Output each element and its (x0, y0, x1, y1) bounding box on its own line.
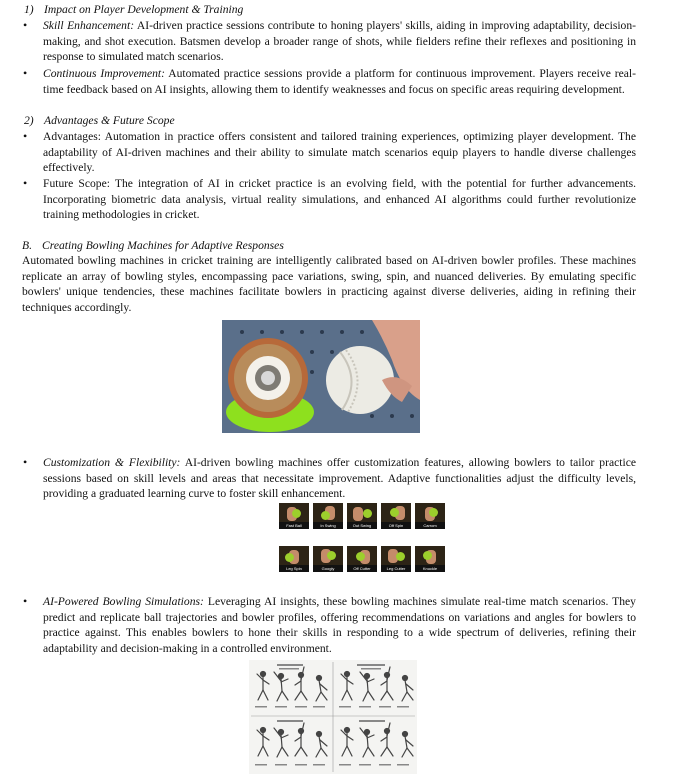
grip-tile (279, 503, 309, 529)
grip-tile (279, 546, 309, 572)
ball (292, 509, 301, 518)
grip-label: Off Spin (381, 522, 411, 529)
bullet-skill-enhancement (22, 18, 636, 65)
section-b-heading (22, 238, 636, 254)
grip-tile (415, 503, 445, 529)
ball (363, 509, 372, 518)
bullet-lead: AI-Powered Bowling Simulations: (43, 595, 204, 608)
section-title: Creating Bowling Machines for Adaptive Responses (42, 239, 284, 252)
ball (429, 508, 438, 517)
ball (390, 508, 399, 517)
bullet-text (43, 66, 636, 97)
grip-tile (381, 546, 411, 572)
ball (423, 551, 432, 560)
section-2-heading (22, 113, 636, 129)
ball (321, 511, 330, 520)
grip-label: Out Swing (347, 522, 377, 529)
bullet-lead: Customization & Flexibility: (43, 456, 181, 469)
bullet-dot: • (23, 176, 28, 190)
bowling-action-sketches (249, 660, 417, 774)
bullet-dot: • (23, 129, 28, 143)
section-title: Advantages & Future Scope (44, 114, 175, 127)
grip-label: Fast Ball (279, 522, 309, 529)
grip-tile (313, 546, 343, 572)
grip-label: In Swing (313, 522, 343, 529)
section-number: B. (22, 239, 32, 252)
grip-tile (381, 503, 411, 529)
grip-label: Knuckle (415, 565, 445, 572)
bullet-dot: • (23, 18, 28, 32)
bullet-dot: • (23, 594, 28, 608)
section-title: Impact on Player Development & Training (44, 3, 244, 16)
section-number: 2) (24, 114, 34, 127)
bullet-body: AI-driven bowling machines offer customization features, allowing bowlers to tailor practice sessions based on skill levels and areas that necessitate improvement. Adaptive functionalities adjust the difficulty levels, providing a graduated learning curve to foster skill enhancement. (43, 456, 636, 500)
bullet-future-scope (22, 176, 636, 223)
bullet-text (43, 455, 636, 502)
bullet-dot: • (23, 455, 28, 469)
ball (356, 552, 365, 561)
bullet-dot: • (23, 66, 28, 80)
bowling-machine-photo (222, 320, 420, 433)
bowling-grips-grid (279, 503, 445, 585)
bullet-lead: Skill Enhancement: (43, 19, 135, 32)
bullet-body: Automated practice sessions provide a platform for continuous improvement. Players receive real-time feedback based on AI insights, allowing them to identify weaknesses and focus on specific areas requiring development. (43, 67, 636, 96)
bullet-text (43, 594, 636, 656)
bullet-continuous-improvement (22, 66, 636, 97)
grip-tile (347, 546, 377, 572)
grip-label: Leg Spin (279, 565, 309, 572)
bullet-text: Advantages: Automation in practice offers consistent and tailored training experiences, optimizing player development. The adaptability of AI-driven machines and their ability to simulate match scenarios equip players to handle diverse challenges effectively. (43, 130, 636, 174)
bowling-sketch-illustration (249, 660, 417, 774)
hand (353, 507, 363, 521)
bullet-text (43, 18, 636, 65)
section-1-heading (22, 2, 636, 18)
grip-label: Off Cutter (347, 565, 377, 572)
grip-tile (415, 546, 445, 572)
ball (327, 551, 336, 560)
bullet-advantages (22, 129, 636, 176)
section-number: 1) (24, 3, 34, 16)
bullet-body: Leveraging AI insights, these bowling machines simulate real-time match scenarios. They predict and replicate ball trajectories and bowler profiles, offering recommendations on variations and angles for bowlers to practice against. This enables bowlers to hone their skills in responding to a wide spectrum of deliveries, refining their adaptability and decision-making in a controlled environment. (43, 595, 636, 655)
bullet-lead: Continuous Improvement: (43, 67, 165, 80)
ball (285, 553, 294, 562)
grip-label: Googly (313, 565, 343, 572)
bullet-ai-powered-simulations (22, 594, 636, 656)
ball (396, 552, 405, 561)
bullet-customization-flexibility (22, 455, 636, 502)
grip-label: Leg Cutter (381, 565, 411, 572)
grip-tile (347, 503, 377, 529)
bullet-body: AI-driven practice sessions contribute to honing players' skills, aiding in improving adaptability, decision-making, and shot execution. Batsmen develop a broader range of shots, while fielders refine their reflexes and positioning in response to simulated match scenarios. (43, 19, 637, 63)
bullet-text: Future Scope: The integration of AI in cricket practice is an evolving field, with the potential for further advancements. Incorporating biometric data analysis, virtual reality simulations, and enhanced AI algorithms could further revolutionize training methodologies in cricket. (43, 177, 636, 221)
bowling-machine-illustration (222, 320, 420, 433)
section-b-paragraph: Automated bowling machines in cricket training are intelligently calibrated based on AI-driven bowler profiles. These machines replicate an array of bowling styles, encompassing pace variations, swing, spin, and nuanced deliveries. By emulating specific bowlers' unique tendencies, these machines facilitate bowlers in practicing against diverse deliveries, aiding in refining their techniques accordingly. (22, 254, 636, 314)
grip-tile (313, 503, 343, 529)
grip-label: Carrom (415, 522, 445, 529)
